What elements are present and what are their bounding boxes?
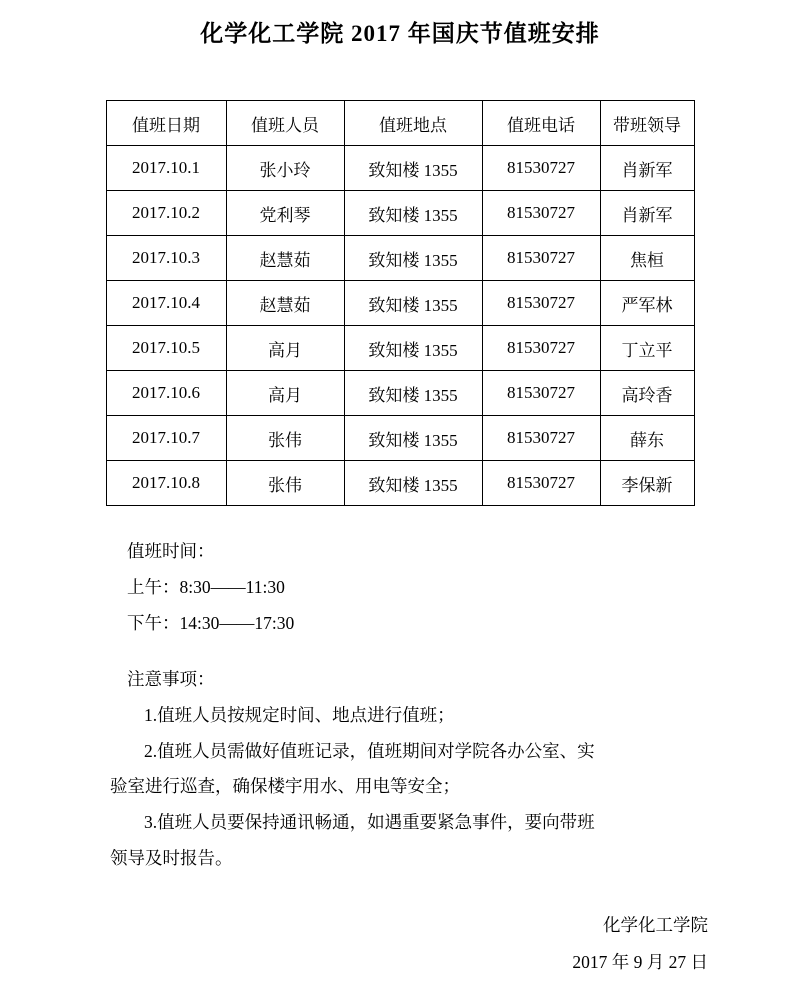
- duty-time-heading: 值班时间：: [127, 541, 215, 562]
- cell-person: 高月: [226, 326, 344, 371]
- page-title: 化学化工学院 2017 年国庆节值班安排: [200, 21, 600, 46]
- duty-time-morning: 上午：8:30——11:30: [127, 577, 285, 598]
- cell-place: 致知楼 1355: [344, 236, 482, 281]
- cell-leader: 薛东: [600, 416, 694, 461]
- cell-leader: 焦桓: [600, 236, 694, 281]
- cell-person: 赵慧茹: [226, 236, 344, 281]
- note-item-1: 1.值班人员按规定时间、地点进行值班；: [144, 704, 455, 725]
- cell-leader: 高玲香: [600, 371, 694, 416]
- duty-table-container: [0, 100, 800, 506]
- cell-place: 致知楼 1355: [344, 326, 482, 371]
- cell-leader: 李保新: [600, 461, 694, 506]
- cell-date: 2017.10.4: [106, 281, 226, 326]
- cell-place: 致知楼 1355: [344, 371, 482, 416]
- cell-phone: 81530727: [482, 281, 600, 326]
- document-page: [0, 18, 800, 980]
- column-header-leader: 带班领导: [600, 101, 694, 146]
- cell-leader: 肖新军: [600, 191, 694, 236]
- cell-date: 2017.10.2: [106, 191, 226, 236]
- notes-heading: 注意事项：: [127, 668, 215, 689]
- table-row: [106, 371, 694, 416]
- cell-phone: 81530727: [482, 236, 600, 281]
- cell-place: 致知楼 1355: [344, 461, 482, 506]
- column-header-phone: 值班电话: [482, 101, 600, 146]
- cell-place: 致知楼 1355: [344, 281, 482, 326]
- cell-date: 2017.10.8: [106, 461, 226, 506]
- note-item-2-line-1: 2.值班人员需做好值班记录，值班期间对学院各办公室、实: [144, 740, 595, 761]
- table-row: [106, 326, 694, 371]
- signature-org: 化学化工学院: [603, 915, 708, 936]
- cell-phone: 81530727: [482, 146, 600, 191]
- cell-person: 张伟: [226, 416, 344, 461]
- table-row: [106, 236, 694, 281]
- note-item-3-line-1: 3.值班人员要保持通讯畅通，如遇重要紧急事件，要向带班: [144, 812, 595, 833]
- note-item-3-line-2: 领导及时报告。: [110, 848, 233, 869]
- table-header-row: [106, 101, 694, 146]
- cell-place: 致知楼 1355: [344, 191, 482, 236]
- note-item-2-line-2: 验室进行巡查，确保楼宇用水、用电等安全；: [110, 776, 460, 797]
- table-row: [106, 416, 694, 461]
- cell-date: 2017.10.5: [106, 326, 226, 371]
- table-row: [106, 146, 694, 191]
- table-row: [106, 461, 694, 506]
- cell-person: 高月: [226, 371, 344, 416]
- cell-date: 2017.10.1: [106, 146, 226, 191]
- cell-person: 张小玲: [226, 146, 344, 191]
- cell-phone: 81530727: [482, 326, 600, 371]
- table-row: [106, 281, 694, 326]
- cell-phone: 81530727: [482, 371, 600, 416]
- cell-person: 赵慧茹: [226, 281, 344, 326]
- cell-date: 2017.10.7: [106, 416, 226, 461]
- signature-date: 2017 年 9 月 27 日: [572, 951, 708, 972]
- signature-block: [0, 907, 800, 981]
- cell-phone: 81530727: [482, 461, 600, 506]
- cell-date: 2017.10.3: [106, 236, 226, 281]
- duty-schedule-table: [106, 100, 695, 506]
- notes-section: [0, 662, 800, 877]
- cell-person: 党利琴: [226, 191, 344, 236]
- cell-phone: 81530727: [482, 416, 600, 461]
- column-header-person: 值班人员: [226, 101, 344, 146]
- column-header-place: 值班地点: [344, 101, 482, 146]
- duty-time-afternoon: 下午：14:30——17:30: [127, 612, 295, 633]
- cell-leader: 严军林: [600, 281, 694, 326]
- cell-phone: 81530727: [482, 191, 600, 236]
- cell-place: 致知楼 1355: [344, 146, 482, 191]
- cell-place: 致知楼 1355: [344, 416, 482, 461]
- cell-person: 张伟: [226, 461, 344, 506]
- column-header-date: 值班日期: [106, 101, 226, 146]
- duty-time-section: [0, 534, 800, 642]
- cell-leader: 肖新军: [600, 146, 694, 191]
- cell-date: 2017.10.6: [106, 371, 226, 416]
- cell-leader: 丁立平: [600, 326, 694, 371]
- table-row: [106, 191, 694, 236]
